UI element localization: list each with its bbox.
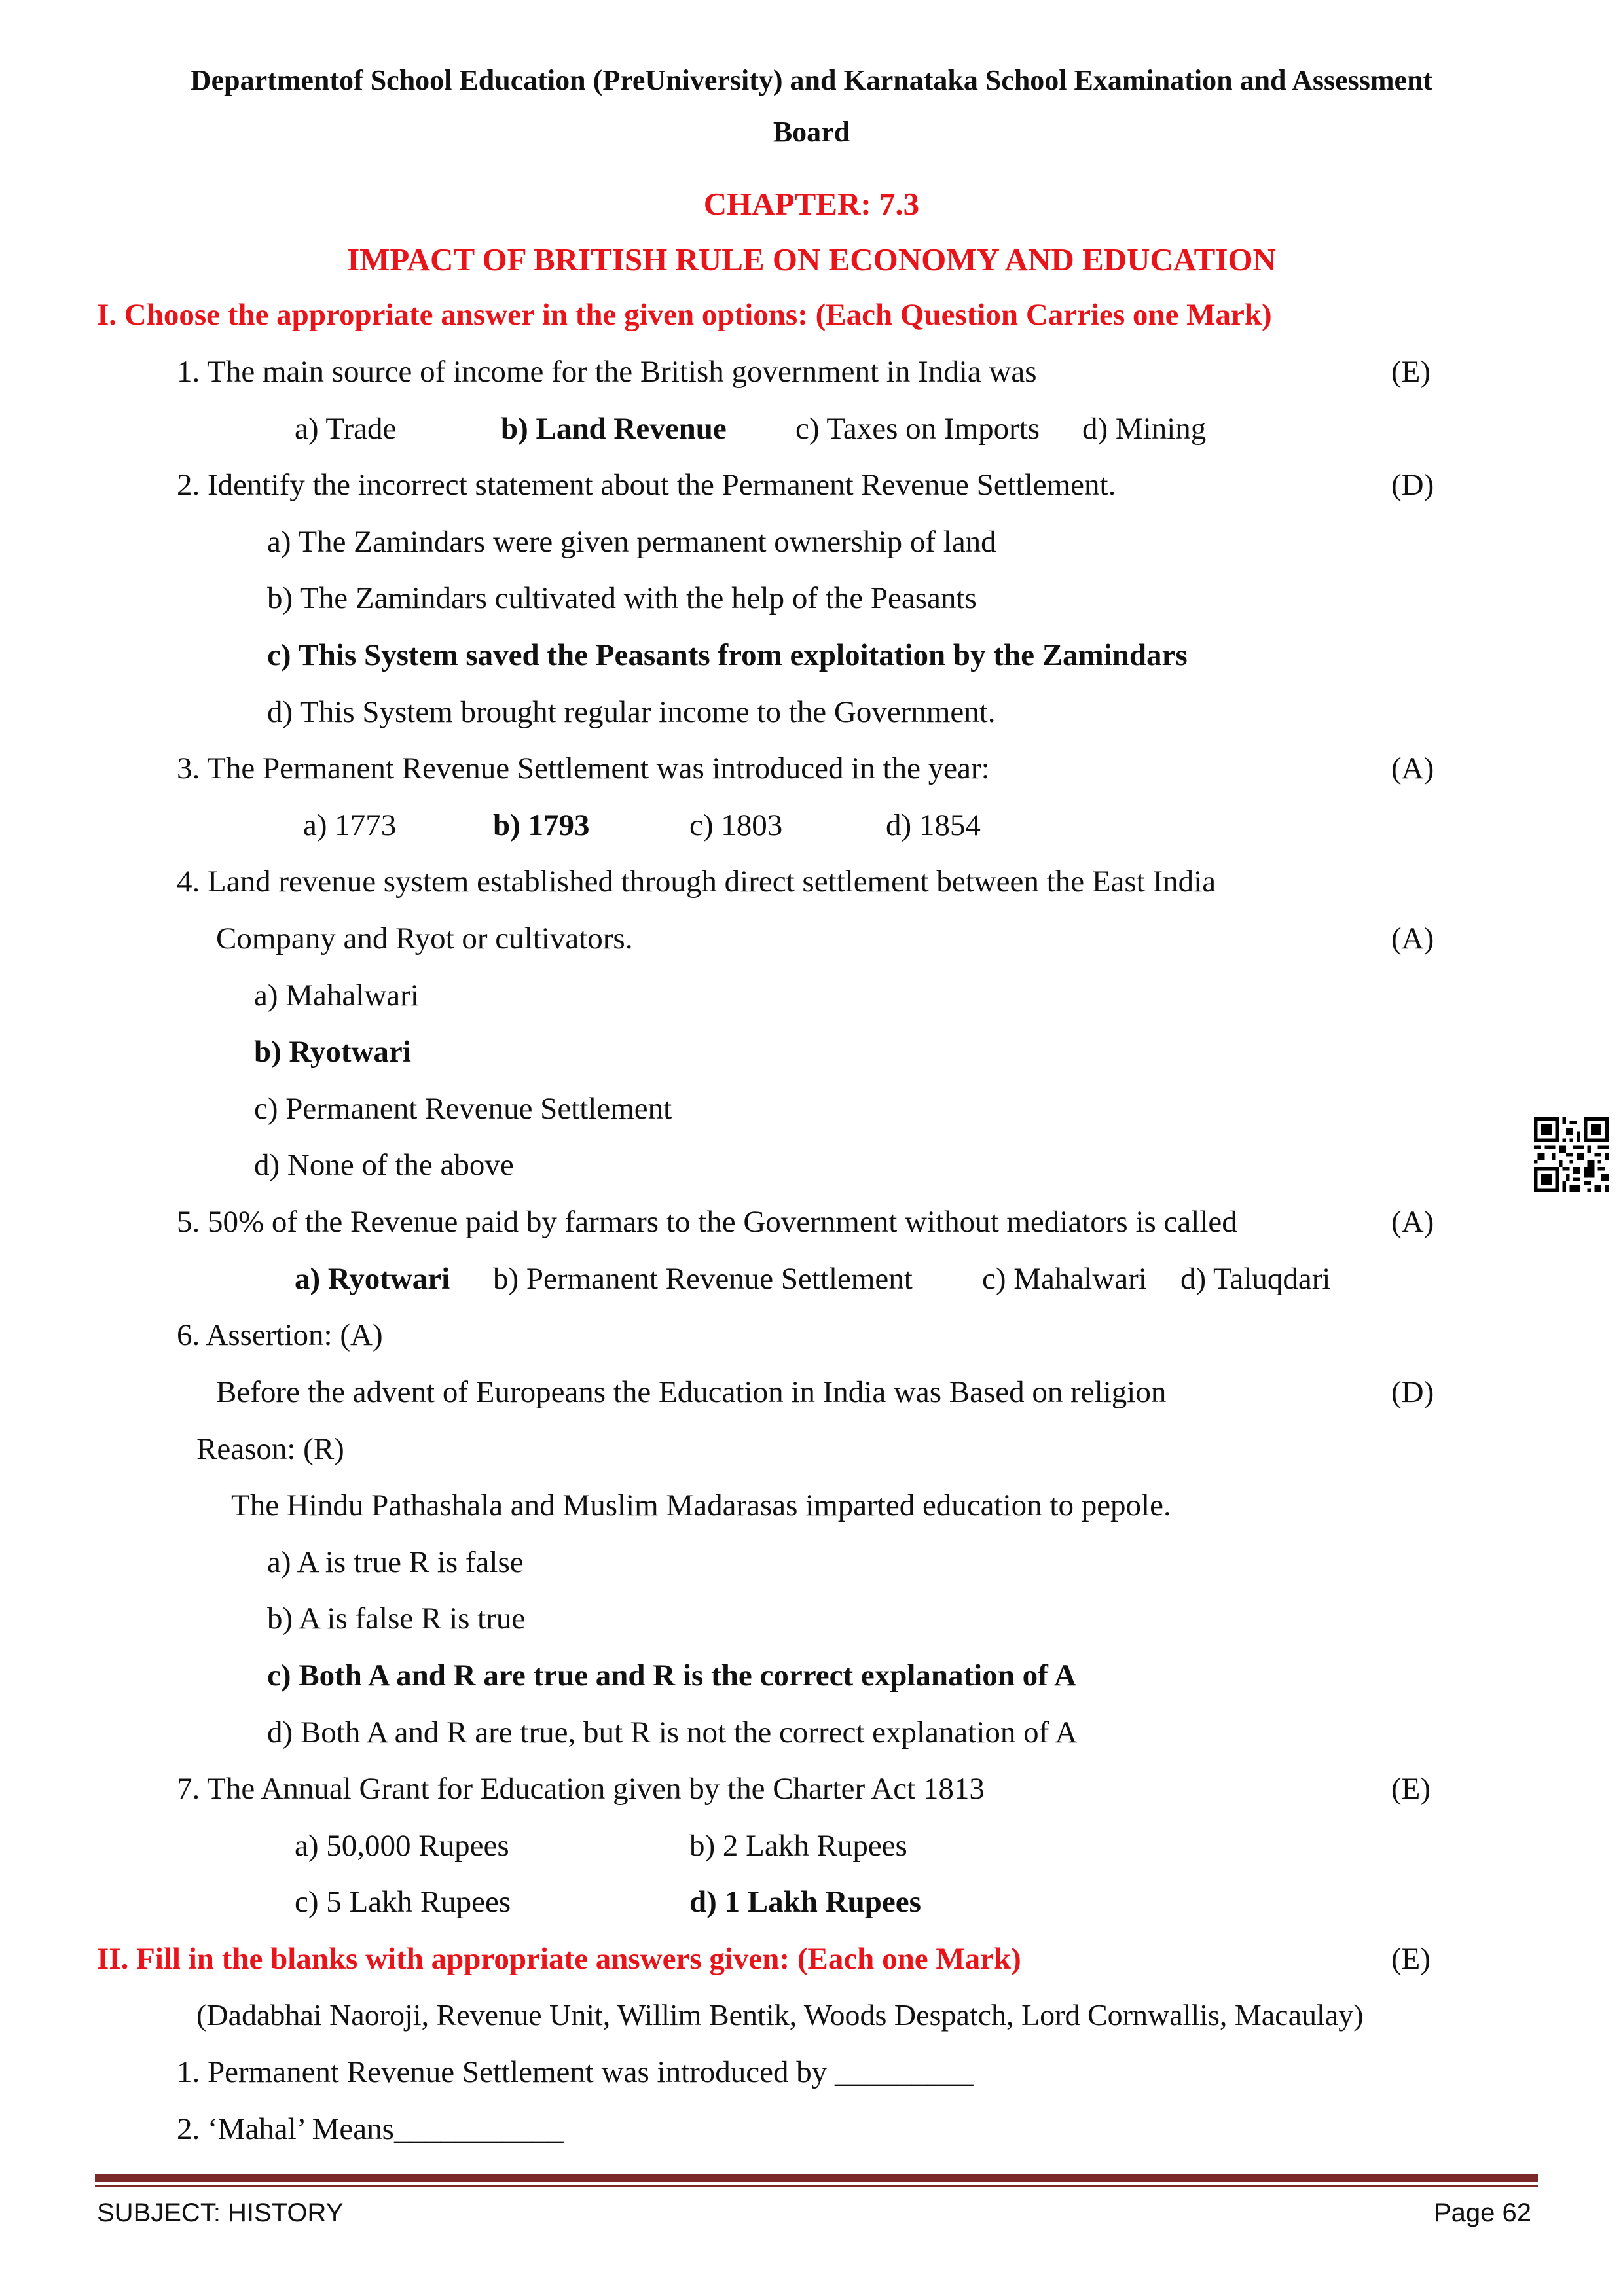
q2-option-c-answer: c) This System saved the Peasants from exploitation by the Zamindars: [267, 638, 1188, 672]
q7-option-c: c) 5 Lakh Rupees: [295, 1885, 511, 1919]
q1-code: (E): [1391, 355, 1431, 389]
q2-option-a: a) The Zamindars were given permanent ownership of land: [267, 525, 996, 559]
footer-subject: SUBJECT: HISTORY: [97, 2198, 344, 2227]
q5-option-b: b) Permanent Revenue Settlement: [493, 1262, 913, 1296]
q2-option-b: b) The Zamindars cultivated with the help of the Peasants: [267, 581, 977, 615]
section-2-options: (Dadabhai Naoroji, Revenue Unit, Willim Bentik, Woods Despatch, Lord Cornwallis, Macaulay): [196, 1998, 1364, 2032]
q3-option-a: a) 1773: [303, 808, 397, 842]
q1-option-a: a) Trade: [295, 412, 397, 446]
q6-option-a: a) A is true R is false: [267, 1545, 524, 1579]
q6-code: (D): [1391, 1375, 1434, 1409]
q7-option-b: b) 2 Lakh Rupees: [689, 1829, 907, 1863]
q4-option-b-answer: b) Ryotwari: [254, 1035, 411, 1069]
q5-option-a-answer: a) Ryotwari: [295, 1262, 450, 1296]
q4-option-a: a) Mahalwari: [254, 978, 419, 1013]
q2-code: (D): [1391, 468, 1434, 502]
q3-option-c: c) 1803: [689, 808, 783, 842]
q4-text-line1: 4. Land revenue system established through direct settlement between the East India: [177, 865, 1216, 899]
board-header-line1: Departmentof School Education (PreUniversity) and Karnataka School Examination and Assessment: [190, 64, 1433, 96]
q6-assertion-label: 6. Assertion: (A): [177, 1318, 383, 1352]
section-2-code: (E): [1391, 1942, 1431, 1976]
board-header-line2: Board: [773, 116, 850, 148]
footer-rule-thin: [95, 2185, 1538, 2187]
q3-option-d: d) 1854: [886, 808, 981, 842]
q3-code: (A): [1391, 751, 1434, 785]
q1-text: 1. The main source of income for the British government in India was: [177, 355, 1037, 389]
qr-code-icon: [1534, 1117, 1609, 1192]
footer-page-number: Page 62: [1434, 2198, 1532, 2227]
q6-option-b: b) A is false R is true: [267, 1602, 526, 1636]
q2-option-d: d) This System brought regular income to the Government.: [267, 695, 996, 729]
q5-text: 5. 50% of the Revenue paid by farmars to the Government without mediators is called: [177, 1205, 1237, 1239]
fill-blank-q1: 1. Permanent Revenue Settlement was introduced by _________: [177, 2055, 974, 2089]
q7-option-d-answer: d) 1 Lakh Rupees: [689, 1885, 921, 1919]
q4-code: (A): [1391, 922, 1434, 956]
q7-code: (E): [1391, 1772, 1431, 1806]
q5-code: (A): [1391, 1205, 1434, 1239]
q7-option-a: a) 50,000 Rupees: [295, 1829, 509, 1863]
q5-option-d: d) Taluqdari: [1180, 1262, 1331, 1296]
q2-text: 2. Identify the incorrect statement about the Permanent Revenue Settlement.: [177, 468, 1116, 502]
q4-text-line2: Company and Ryot or cultivators.: [216, 922, 633, 956]
q6-reason: The Hindu Pathashala and Muslim Madarasas imparted education to pepole.: [231, 1488, 1171, 1522]
chapter-title: IMPACT OF BRITISH RULE ON ECONOMY AND EDUCATION: [347, 242, 1276, 278]
fill-blank-q2: 2. ‘Mahal’ Means___________: [177, 2112, 564, 2146]
q3-text: 3. The Permanent Revenue Settlement was introduced in the year:: [177, 751, 990, 785]
q7-text: 7. The Annual Grant for Education given by the Charter Act 1813: [177, 1772, 985, 1806]
q3-option-b-answer: b) 1793: [493, 808, 590, 842]
section-1-title: I. Choose the appropriate answer in the given options: (Each Question Carries one Mark): [97, 298, 1272, 332]
chapter-number: CHAPTER: 7.3: [703, 186, 920, 222]
q4-option-d: d) None of the above: [254, 1148, 514, 1182]
q1-option-d: d) Mining: [1082, 412, 1207, 446]
q6-option-d: d) Both A and R are true, but R is not the correct explanation of A: [267, 1715, 1078, 1749]
q6-option-c-answer: c) Both A and R are true and R is the correct explanation of A: [267, 1659, 1076, 1693]
q1-option-b-answer: b) Land Revenue: [501, 412, 727, 446]
footer-rule-thick: [95, 2174, 1538, 2182]
q4-option-c: c) Permanent Revenue Settlement: [254, 1092, 672, 1126]
section-2-title: II. Fill in the blanks with appropriate answers given: (Each one Mark): [97, 1942, 1021, 1976]
q6-reason-label: Reason: (R): [196, 1432, 344, 1466]
q5-option-c: c) Mahalwari: [982, 1262, 1147, 1296]
q1-option-c: c) Taxes on Imports: [795, 412, 1040, 446]
q6-assertion: Before the advent of Europeans the Education in India was Based on religion: [216, 1375, 1167, 1409]
